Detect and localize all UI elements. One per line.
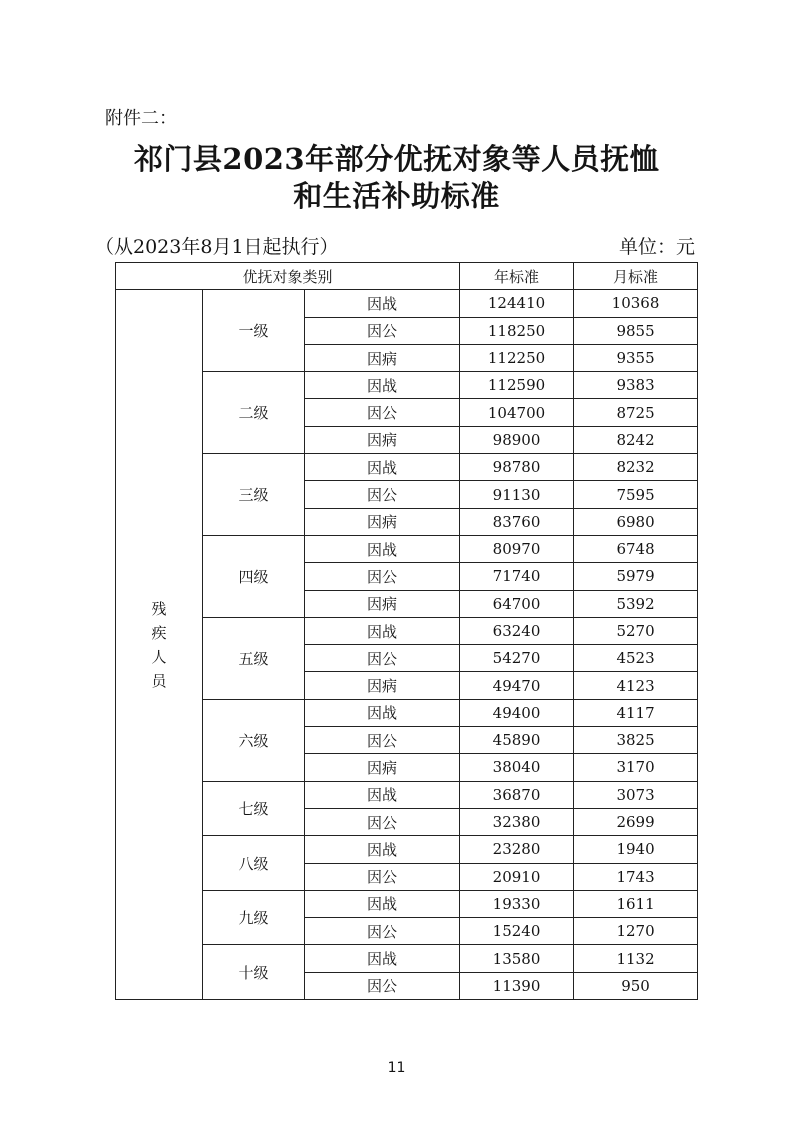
cause-cell: 因战 — [305, 617, 460, 644]
annual-cell: 98900 — [460, 426, 574, 453]
monthly-cell: 2699 — [574, 808, 698, 835]
table-row — [116, 836, 698, 863]
monthly-cell: 1270 — [574, 918, 698, 945]
monthly-cell: 3825 — [574, 727, 698, 754]
monthly-cell: 1132 — [574, 945, 698, 972]
monthly-cell: 6748 — [574, 535, 698, 562]
annual-cell: 91130 — [460, 481, 574, 508]
cause-cell: 因战 — [305, 836, 460, 863]
cause-cell: 因病 — [305, 426, 460, 453]
grade-cell: 一级 — [203, 290, 305, 372]
cause-cell: 因病 — [305, 754, 460, 781]
monthly-cell: 9355 — [574, 344, 698, 371]
cause-cell: 因公 — [305, 863, 460, 890]
annual-cell: 64700 — [460, 590, 574, 617]
cause-cell: 因战 — [305, 535, 460, 562]
cause-cell: 因战 — [305, 699, 460, 726]
monthly-cell: 950 — [574, 972, 698, 999]
header-annual: 年标准 — [460, 263, 574, 290]
grade-cell: 七级 — [203, 781, 305, 836]
document-title-line-1: 祁门县2023年部分优抚对象等人员抚恤 — [133, 142, 660, 176]
category-cell — [116, 290, 203, 1000]
monthly-cell: 3073 — [574, 781, 698, 808]
monthly-cell: 1743 — [574, 863, 698, 890]
cause-cell: 因公 — [305, 918, 460, 945]
annual-cell: 45890 — [460, 727, 574, 754]
monthly-cell: 3170 — [574, 754, 698, 781]
cause-cell: 因公 — [305, 972, 460, 999]
cause-cell: 因公 — [305, 808, 460, 835]
annual-cell: 38040 — [460, 754, 574, 781]
monthly-cell: 6980 — [574, 508, 698, 535]
grade-cell: 二级 — [203, 372, 305, 454]
monthly-cell: 7595 — [574, 481, 698, 508]
monthly-cell: 5979 — [574, 563, 698, 590]
grade-cell: 十级 — [203, 945, 305, 1000]
effective-date: （从2023年8月1日起执行） — [95, 236, 339, 258]
grade-cell: 四级 — [203, 535, 305, 617]
cause-cell: 因战 — [305, 945, 460, 972]
table-caption-row — [95, 232, 695, 258]
monthly-cell: 5270 — [574, 617, 698, 644]
cause-cell: 因战 — [305, 454, 460, 481]
monthly-cell: 8232 — [574, 454, 698, 481]
page-number: 11 — [387, 1060, 406, 1076]
cause-cell: 因病 — [305, 590, 460, 617]
document-title-line-2: 和生活补助标准 — [293, 179, 500, 213]
unit-label: 单位：元 — [618, 236, 695, 258]
annual-cell: 112250 — [460, 344, 574, 371]
grade-cell: 三级 — [203, 454, 305, 536]
annual-cell: 15240 — [460, 918, 574, 945]
header-monthly: 月标准 — [574, 263, 698, 290]
annual-cell: 124410 — [460, 290, 574, 317]
table-row — [116, 454, 698, 481]
grade-cell: 九级 — [203, 890, 305, 945]
grade-cell: 六级 — [203, 699, 305, 781]
annual-cell: 112590 — [460, 372, 574, 399]
table-row — [116, 290, 698, 317]
annual-cell: 104700 — [460, 399, 574, 426]
table-row — [116, 945, 698, 972]
monthly-cell: 4117 — [574, 699, 698, 726]
cause-cell: 因公 — [305, 481, 460, 508]
table-row — [116, 890, 698, 917]
cause-cell: 因公 — [305, 727, 460, 754]
cause-cell: 因公 — [305, 563, 460, 590]
cause-cell: 因公 — [305, 645, 460, 672]
annual-cell: 98780 — [460, 454, 574, 481]
monthly-cell: 9855 — [574, 317, 698, 344]
table-row — [116, 617, 698, 644]
cause-cell: 因病 — [305, 672, 460, 699]
annual-cell: 13580 — [460, 945, 574, 972]
cause-cell: 因公 — [305, 317, 460, 344]
annual-cell: 118250 — [460, 317, 574, 344]
annual-cell: 80970 — [460, 535, 574, 562]
cause-cell: 因公 — [305, 399, 460, 426]
annual-cell: 23280 — [460, 836, 574, 863]
monthly-cell: 4523 — [574, 645, 698, 672]
annual-cell: 11390 — [460, 972, 574, 999]
monthly-cell: 5392 — [574, 590, 698, 617]
category-label: 残疾人员 — [151, 599, 167, 690]
cause-cell: 因战 — [305, 890, 460, 917]
table-row — [116, 781, 698, 808]
cause-cell: 因战 — [305, 290, 460, 317]
annual-cell: 54270 — [460, 645, 574, 672]
monthly-cell: 1611 — [574, 890, 698, 917]
header-category: 优抚对象类别 — [116, 263, 460, 290]
annual-cell: 32380 — [460, 808, 574, 835]
table-body — [116, 290, 698, 1000]
table-row — [116, 535, 698, 562]
cause-cell: 因病 — [305, 508, 460, 535]
grade-cell: 五级 — [203, 617, 305, 699]
table-header-row — [116, 263, 698, 290]
monthly-cell: 9383 — [574, 372, 698, 399]
cause-cell: 因病 — [305, 344, 460, 371]
monthly-cell: 8242 — [574, 426, 698, 453]
annual-cell: 20910 — [460, 863, 574, 890]
annual-cell: 71740 — [460, 563, 574, 590]
attachment-label: 附件二： — [105, 108, 177, 129]
standards-table — [115, 262, 698, 1000]
annual-cell: 36870 — [460, 781, 574, 808]
annual-cell: 83760 — [460, 508, 574, 535]
monthly-cell: 1940 — [574, 836, 698, 863]
annual-cell: 19330 — [460, 890, 574, 917]
cause-cell: 因战 — [305, 372, 460, 399]
table-row — [116, 372, 698, 399]
grade-cell: 八级 — [203, 836, 305, 891]
monthly-cell: 4123 — [574, 672, 698, 699]
cause-cell: 因战 — [305, 781, 460, 808]
monthly-cell: 8725 — [574, 399, 698, 426]
annual-cell: 49400 — [460, 699, 574, 726]
table-row — [116, 699, 698, 726]
annual-cell: 63240 — [460, 617, 574, 644]
monthly-cell: 10368 — [574, 290, 698, 317]
annual-cell: 49470 — [460, 672, 574, 699]
